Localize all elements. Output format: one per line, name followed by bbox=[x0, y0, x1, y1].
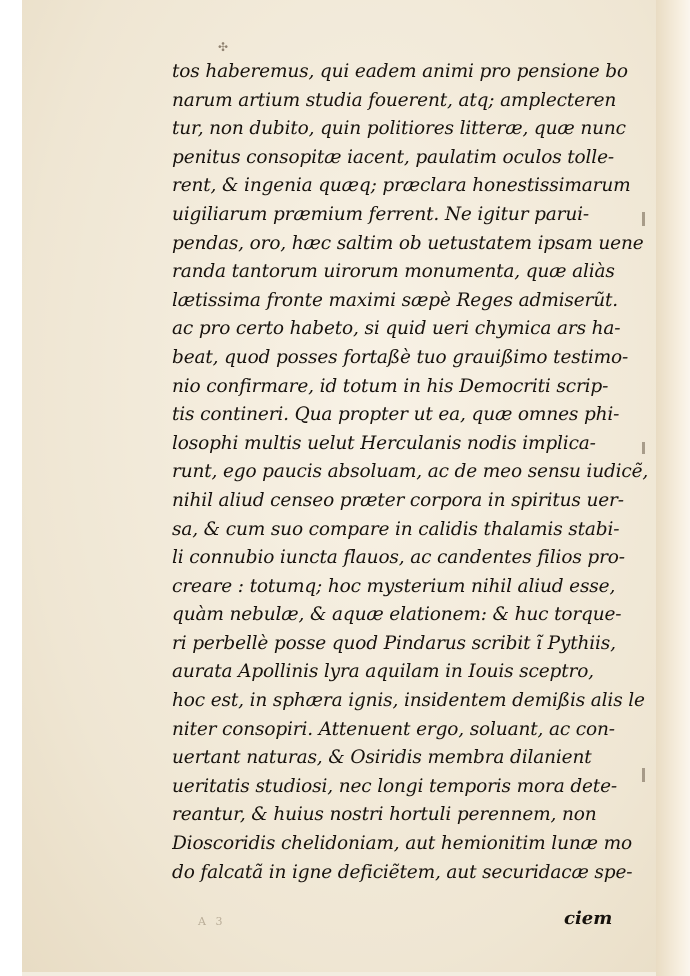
text-line: quàm nebulæ, & aquæ elationem: & huc torque- bbox=[172, 604, 622, 626]
text-line: pendas, oro, hæc saltim ob uetustatem ipsam uene bbox=[172, 232, 644, 254]
text-line: ac pro certo habeto, si quid ueri chymica ars ha- bbox=[172, 318, 621, 340]
scan-border-right bbox=[656, 0, 690, 976]
text-line: tos haberemus, qui eadem animi pro pensione bo bbox=[172, 61, 628, 82]
text-line: uertant naturas, & Osiridis membra dilanient bbox=[172, 747, 592, 769]
text-line: nihil aliud censeo præter corpora in spiritus uer- bbox=[172, 489, 624, 511]
text-line: losophi multis uelut Herculanis nodis implica- bbox=[172, 432, 596, 454]
text-line: ueritatis studiosi, nec longi temporis mora dete- bbox=[172, 775, 617, 797]
signature-mark: A 3 bbox=[198, 915, 226, 928]
text-line: tur, non dubito, quin politiores litteræ, quæ nunc bbox=[172, 118, 626, 140]
text-line: beat, quod posses fortaßè tuo grauißimo testimo- bbox=[172, 346, 629, 368]
text-line: narum artium studia fouerent, atq; amplecteren bbox=[172, 89, 617, 111]
text-line: penitus consopitæ iacent, paulatim oculos tolle- bbox=[172, 146, 614, 168]
margin-mark bbox=[642, 768, 645, 782]
text-line: creare : totumq; hoc mysterium nihil aliud esse, bbox=[172, 575, 616, 597]
book-page bbox=[22, 0, 656, 972]
ink-mark: ✣ bbox=[218, 40, 229, 54]
latin-text-block bbox=[172, 58, 654, 887]
text-line: sa, & cum suo compare in calidis thalamis stabi- bbox=[172, 518, 620, 540]
text-line: uigiliarum præmium ferrent. Ne igitur parui- bbox=[172, 203, 590, 225]
text-line: reantur, & huius nostri hortuli perennem, non bbox=[172, 804, 597, 826]
text-line: ri perbellè posse quod Pindarus scribit ĩ Pythiis, bbox=[172, 632, 616, 654]
margin-mark bbox=[642, 442, 645, 454]
text-line: runt, ego paucis absoluam, ac de meo sensu iudicẽ, bbox=[172, 461, 649, 483]
text-line: niter consopiri. Attenuent ergo, soluant, ac con- bbox=[172, 718, 615, 740]
catchword: ciem bbox=[564, 908, 613, 929]
text-line: rent, & ingenia quæq; præclara honestissimarum bbox=[172, 175, 631, 197]
text-line: li connubio iuncta flauos, ac candentes filios pro- bbox=[172, 547, 625, 569]
text-line: nio confirmare, id totum in his Democriti scrip- bbox=[172, 375, 609, 397]
text-line: randa tantorum uirorum monumenta, quæ aliàs bbox=[172, 261, 615, 283]
text-line: Dioscoridis chelidoniam, aut hemionitim lunæ mo bbox=[172, 833, 632, 855]
text-line: tis contineri. Qua propter ut ea, quæ omnes phi- bbox=[172, 404, 620, 426]
scan-border-left bbox=[0, 0, 22, 976]
text-line: hoc est, in sphæra ignis, insidentem demißis alis le bbox=[172, 690, 645, 712]
text-line: lætissima fronte maximi sæpè Reges admiserũt. bbox=[172, 289, 618, 311]
text-line: aurata Apollinis lyra aquilam in Iouis sceptro, bbox=[172, 661, 594, 683]
text-line: do falcatã in igne deficiẽtem, aut securidacæ spe- bbox=[172, 861, 633, 883]
margin-mark bbox=[642, 212, 645, 226]
